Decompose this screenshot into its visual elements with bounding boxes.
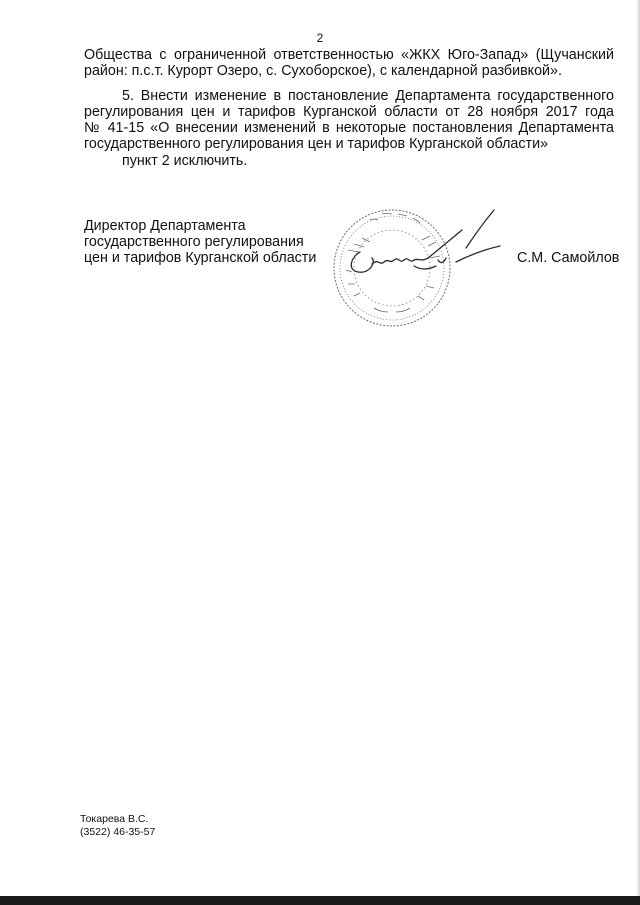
signatory-title	[84, 218, 316, 266]
signatory-name: С.М. Самойлов	[517, 250, 620, 266]
footer-contact	[80, 813, 155, 839]
text-line: район: п.с.т. Курорт Озеро, с. Сухоборское), с календарной разбивкой».	[84, 63, 562, 79]
text-line: № 41-15 «О внесении изменений в некоторые постановления Департамента	[84, 120, 614, 136]
signatory-title-line: цен и тарифов Курганской области	[84, 250, 317, 266]
text-line: 5. Внести изменение в постановление Департамента государственного	[122, 88, 614, 104]
paragraph-item-5	[84, 88, 614, 152]
author-phone: (3522) 46-35-57	[80, 826, 156, 838]
scan-edge-shadow	[636, 0, 640, 905]
paragraph-item-5-clause: пункт 2 исключить.	[122, 153, 248, 169]
signatory-title-line: государственного регулирования	[84, 234, 304, 250]
scan-bottom-edge	[0, 896, 640, 905]
paragraph-continuation	[84, 47, 614, 79]
signatory-title-line: Директор Департамента	[84, 218, 246, 234]
text-line: Общества с ограниченной ответственностью «ЖКХ Юго-Запад» (Щучанский	[84, 47, 614, 63]
page-number: 2	[316, 31, 324, 45]
official-stamp-with-signature	[318, 200, 508, 335]
text-line: регулирования цен и тарифов Курганской области от 28 ноября 2017 года	[84, 104, 614, 120]
text-line: государственного регулирования цен и тарифов Курганской области»	[84, 136, 549, 152]
author-name: Токарева В.С.	[80, 813, 149, 825]
